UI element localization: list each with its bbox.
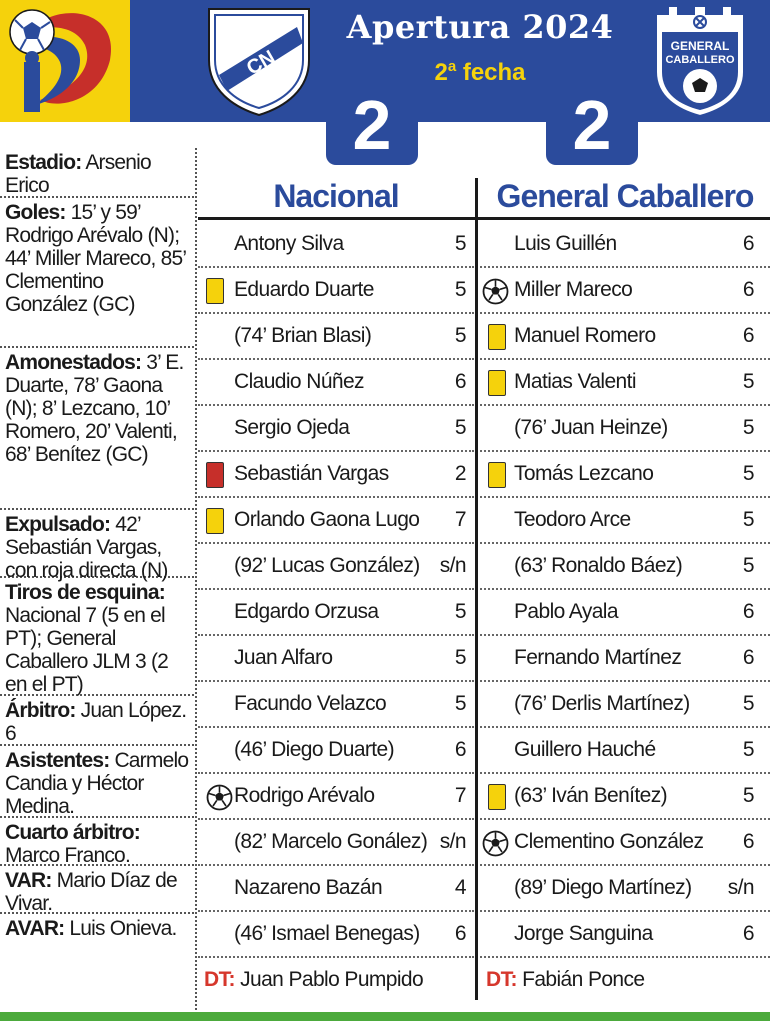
player-rating: 5	[454, 232, 466, 255]
player-rating: 5	[742, 692, 754, 715]
coach-row	[198, 958, 474, 1004]
yellow-card-icon	[488, 784, 506, 810]
player-rating: 6	[742, 324, 754, 347]
player-name: Eduardo Duarte	[234, 278, 374, 301]
player-rating: 7	[454, 508, 466, 531]
home-team-name: Nacional	[273, 178, 399, 214]
player-rating: s/n	[439, 554, 466, 577]
round-subtitle: 2$^a$ fecha	[434, 58, 526, 86]
player-name: (76’ Derlis Martínez)	[514, 692, 690, 715]
player-row	[198, 222, 474, 268]
player-rating: 2	[454, 462, 466, 485]
info-block	[0, 696, 194, 746]
player-rating: 5	[454, 692, 466, 715]
player-name: (63’ Ronaldo Báez)	[514, 554, 683, 577]
player-name: Sebastián Vargas	[234, 462, 389, 485]
yellow-card-icon	[488, 370, 506, 396]
player-name: Clementino González	[514, 830, 704, 853]
player-name: Juan Alfaro	[234, 646, 333, 669]
player-row	[198, 866, 474, 912]
coach-row	[480, 958, 770, 1004]
player-name: Orlando Gaona Lugo	[234, 508, 420, 531]
player-name: Antony Silva	[234, 232, 344, 255]
home-roster	[198, 222, 474, 1004]
player-rating: 5	[454, 416, 466, 439]
player-name: Luis Guillén	[514, 232, 617, 255]
player-name: (63’ Iván Benítez)	[514, 784, 668, 807]
player-row	[480, 774, 770, 820]
player-rating: 6	[454, 370, 466, 393]
info-text: Marco Franco.	[5, 844, 130, 867]
player-row	[198, 728, 474, 774]
player-row	[198, 774, 474, 820]
page-title: Apertura 2024	[346, 8, 614, 46]
yellow-card-icon	[206, 278, 224, 304]
player-row	[480, 222, 770, 268]
player-rating: 4	[454, 876, 466, 899]
player-row	[480, 682, 770, 728]
player-row	[198, 360, 474, 406]
player-row	[198, 406, 474, 452]
player-row	[480, 498, 770, 544]
player-name: Miller Mareco	[514, 278, 633, 301]
player-name: (92’ Lucas González)	[234, 554, 420, 577]
player-rating: s/n	[727, 876, 754, 899]
info-label: Estadio:	[5, 151, 82, 174]
player-rating: 5	[454, 600, 466, 623]
player-rating: 6	[742, 600, 754, 623]
nacional-shield	[205, 5, 313, 117]
info-text: Carmelo Candia y Héctor Medina.	[5, 749, 189, 818]
match-info-column	[0, 148, 194, 966]
gc-badge-line2: CABALLERO	[665, 54, 735, 66]
player-name: Manuel Romero	[514, 324, 656, 347]
player-name: Sergio Ojeda	[234, 416, 350, 439]
player-row	[198, 544, 474, 590]
apf-logo	[0, 0, 130, 122]
info-label: Cuarto árbitro:	[5, 821, 141, 844]
info-label: VAR:	[5, 869, 52, 892]
player-name: (76’ Juan Heinze)	[514, 416, 668, 439]
info-text: 3’ E. Duarte, 78’ Gaona (N); 8’ Lezcano, 10’ Romero, 20’ Valenti, 68’ Benítez (GC)	[5, 351, 184, 466]
player-row	[198, 590, 474, 636]
info-block	[0, 914, 194, 966]
player-name: Teodoro Arce	[514, 508, 631, 531]
goal-ball-icon	[482, 830, 500, 856]
info-block	[0, 348, 194, 510]
goal-ball-icon	[206, 784, 224, 810]
player-name: Fernando Martínez	[514, 646, 682, 669]
player-rating: 5	[742, 416, 754, 439]
player-name: (82’ Marcelo Gonález)	[234, 830, 428, 853]
player-name: Claudio Núñez	[234, 370, 364, 393]
player-rating: 6	[742, 232, 754, 255]
player-rating: 6	[454, 738, 466, 761]
player-row	[198, 636, 474, 682]
yellow-card-icon	[488, 462, 506, 488]
player-row	[198, 820, 474, 866]
player-row	[480, 912, 770, 958]
info-divider	[195, 148, 197, 1010]
general-caballero-crest	[648, 2, 752, 118]
player-row	[480, 728, 770, 774]
player-row	[480, 636, 770, 682]
info-block	[0, 198, 194, 348]
coach-name	[204, 968, 423, 992]
player-rating: 6	[742, 830, 754, 853]
bottom-bar	[0, 1012, 770, 1021]
player-rating: 6	[742, 922, 754, 945]
coach-text: Fabián Ponce	[516, 968, 645, 991]
info-label: Árbitro:	[5, 699, 76, 722]
player-name: Nazareno Bazán	[234, 876, 383, 899]
player-row	[480, 866, 770, 912]
player-rating: 5	[742, 462, 754, 485]
player-name: (46’ Ismael Benegas)	[234, 922, 420, 945]
info-label: Amonestados:	[5, 351, 142, 374]
player-name: (89’ Diego Martínez)	[514, 876, 692, 899]
player-rating: 6	[742, 278, 754, 301]
player-row	[480, 406, 770, 452]
away-score: 2	[546, 85, 638, 165]
info-label: Expulsado:	[5, 513, 111, 536]
coach-label: DT:	[204, 968, 235, 991]
player-row	[198, 912, 474, 958]
info-text: Juan López. 6	[5, 699, 187, 745]
player-rating: s/n	[439, 830, 466, 853]
player-rating: 5	[742, 784, 754, 807]
info-text: 42’ Sebastián Vargas, con roja directa (N)	[5, 513, 168, 582]
away-team-name: General Caballero	[496, 178, 754, 214]
red-card-icon	[206, 462, 224, 488]
info-label: AVAR:	[5, 917, 65, 940]
yellow-card-icon	[206, 508, 224, 534]
player-row	[480, 360, 770, 406]
player-row	[198, 682, 474, 728]
player-rating: 5	[454, 278, 466, 301]
player-rating: 5	[454, 646, 466, 669]
player-rating: 7	[454, 784, 466, 807]
info-block	[0, 578, 194, 696]
header-rule	[198, 217, 770, 220]
player-name: Matias Valenti	[514, 370, 636, 393]
info-label: Tiros de esquina:	[5, 581, 165, 604]
coach-label: DT:	[486, 968, 517, 991]
player-name: Jorge Sanguina	[514, 922, 653, 945]
player-row	[198, 452, 474, 498]
player-name: Tomás Lezcano	[514, 462, 654, 485]
player-name: (74’ Brian Blasi)	[234, 324, 372, 347]
yellow-card-icon	[488, 324, 506, 350]
goal-ball-icon	[482, 278, 500, 304]
player-row	[198, 268, 474, 314]
player-rating: 6	[742, 646, 754, 669]
player-row	[480, 268, 770, 314]
player-row	[480, 314, 770, 360]
nacional-badge-text: CN	[242, 46, 280, 80]
info-label: Goles:	[5, 201, 66, 224]
info-label: Asistentes:	[5, 749, 110, 772]
player-rating: 5	[742, 554, 754, 577]
player-row	[480, 820, 770, 866]
info-text: Arsenio Erico	[5, 151, 151, 197]
info-block	[0, 818, 194, 866]
player-name: Rodrigo Arévalo	[234, 784, 375, 807]
info-text: Mario Díaz de Vivar.	[5, 869, 177, 915]
player-rating: 5	[742, 508, 754, 531]
player-row	[480, 452, 770, 498]
info-block	[0, 510, 194, 582]
player-row	[198, 314, 474, 360]
home-score: 2	[326, 85, 418, 165]
info-text: 15’ y 59’ Rodrigo Arévalo (N); 44’ Miller Mareco, 85’ Clementino González (GC)	[5, 201, 186, 316]
player-row	[480, 544, 770, 590]
info-block	[0, 148, 194, 198]
player-name: (46’ Diego Duarte)	[234, 738, 394, 761]
coach-name	[486, 968, 644, 992]
player-row	[198, 498, 474, 544]
player-rating: 5	[454, 324, 466, 347]
player-name: Guillero Hauché	[514, 738, 656, 761]
player-rating: 5	[742, 738, 754, 761]
info-text: Nacional 7 (5 en el PT); General Caballero JLM 3 (2 en el PT)	[5, 604, 169, 696]
away-roster	[480, 222, 770, 1004]
info-block	[0, 866, 194, 914]
player-row	[480, 590, 770, 636]
player-name: Facundo Velazco	[234, 692, 387, 715]
player-rating: 5	[742, 370, 754, 393]
info-block	[0, 746, 194, 818]
gc-badge-line1: GENERAL	[670, 39, 730, 53]
coach-text: Juan Pablo Pumpido	[234, 968, 424, 991]
info-text: Luis Onieva.	[64, 917, 177, 940]
player-rating: 6	[454, 922, 466, 945]
player-name: Edgardo Orzusa	[234, 600, 379, 623]
player-name: Pablo Ayala	[514, 600, 618, 623]
center-divider	[475, 178, 478, 1000]
